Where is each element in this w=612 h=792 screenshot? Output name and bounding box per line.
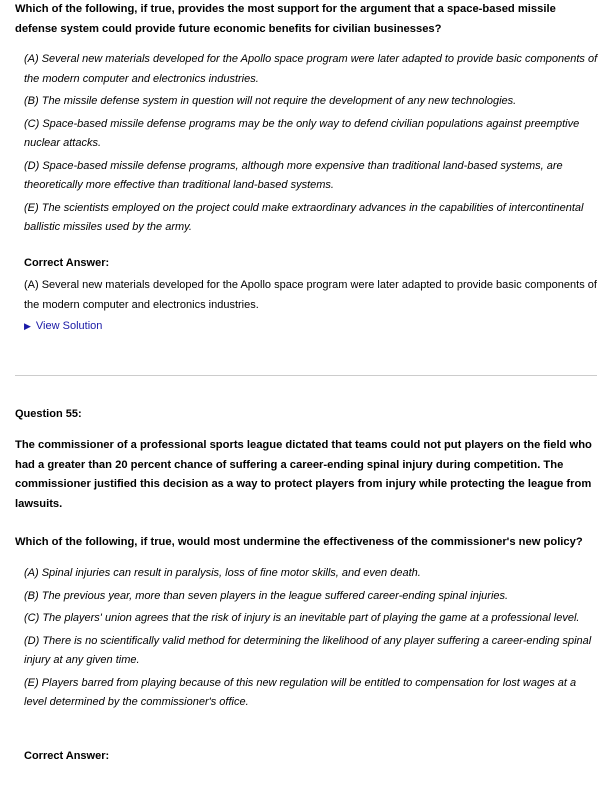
q55-option-d: (D) There is no scientifically valid method for determining the likelihood of any player suffering a career-ending spinal injury at any given time. bbox=[24, 634, 592, 666]
q54-correct-answer: (A) Several new materials developed for the Apollo space program were later adapted to provide basic components of the modern computer and electronics industries. bbox=[24, 279, 597, 311]
question-divider bbox=[15, 375, 597, 376]
q55-number: Question 55: bbox=[15, 408, 82, 420]
q54-option-e: (E) The scientists employed on the project could make extraordinary advances in the capabilities of intercontinental ballistic missiles used by the army. bbox=[24, 201, 584, 233]
q55-option-b: (B) The previous year, more than seven players in the league suffered career-ending spinal injuries. bbox=[24, 589, 509, 602]
q54-option-c: (C) Space-based missile defense programs may be the only way to defend civilian populations against preemptive nuclear attacks. bbox=[24, 117, 580, 149]
q54-stem: Which of the following, if true, provides the most support for the argument that a space-based missile defense system could provide future economic benefits for civilian businesses? bbox=[15, 3, 556, 35]
q55-options bbox=[24, 564, 599, 716]
q54-option-b: (B) The missile defense system in question will not require the development of any new technologies. bbox=[24, 95, 517, 107]
disclosure-triangle-icon: ▶ bbox=[24, 321, 31, 331]
q55-passage: The commissioner of a professional sports league dictated that teams could not put players on the field who had a greater than 20 percent chance of suffering a career-ending spinal injury during competition. The commissioner justified this decision as a way to protect players from injury while protecting the league from lawsuits. bbox=[15, 439, 592, 510]
view-solution-label: View Solution bbox=[35, 320, 103, 332]
q55-option-c: (C) The players' union agrees that the risk of injury is an inevitable part of playing the game at a professional level. bbox=[24, 612, 580, 624]
q55-stem: Which of the following, if true, would most undermine the effectiveness of the commissioner's new policy? bbox=[15, 536, 583, 548]
q55-option-a: (A) Spinal injuries can result in paralysis, loss of fine motor skills, and even death. bbox=[24, 567, 421, 579]
q54-view-solution-link[interactable] bbox=[24, 320, 102, 332]
q55-option-e: (E) Players barred from playing because of this new regulation will be entitled to compensation for lost wages at a level determined by the commissioner's office. bbox=[24, 676, 577, 708]
q54-correct-answer-label: Correct Answer: bbox=[24, 257, 110, 269]
q54-options bbox=[24, 50, 599, 241]
q54-option-d: (D) Space-based missile defense programs, although more expensive than traditional land-based systems, are theoretically more effective than traditional land-based systems. bbox=[24, 159, 563, 191]
q55-correct-answer-label: Correct Answer: bbox=[24, 750, 110, 762]
q54-option-a: (A) Several new materials developed for the Apollo space program were later adapted to provide basic components of the modern computer and electronics industries. bbox=[24, 53, 598, 85]
